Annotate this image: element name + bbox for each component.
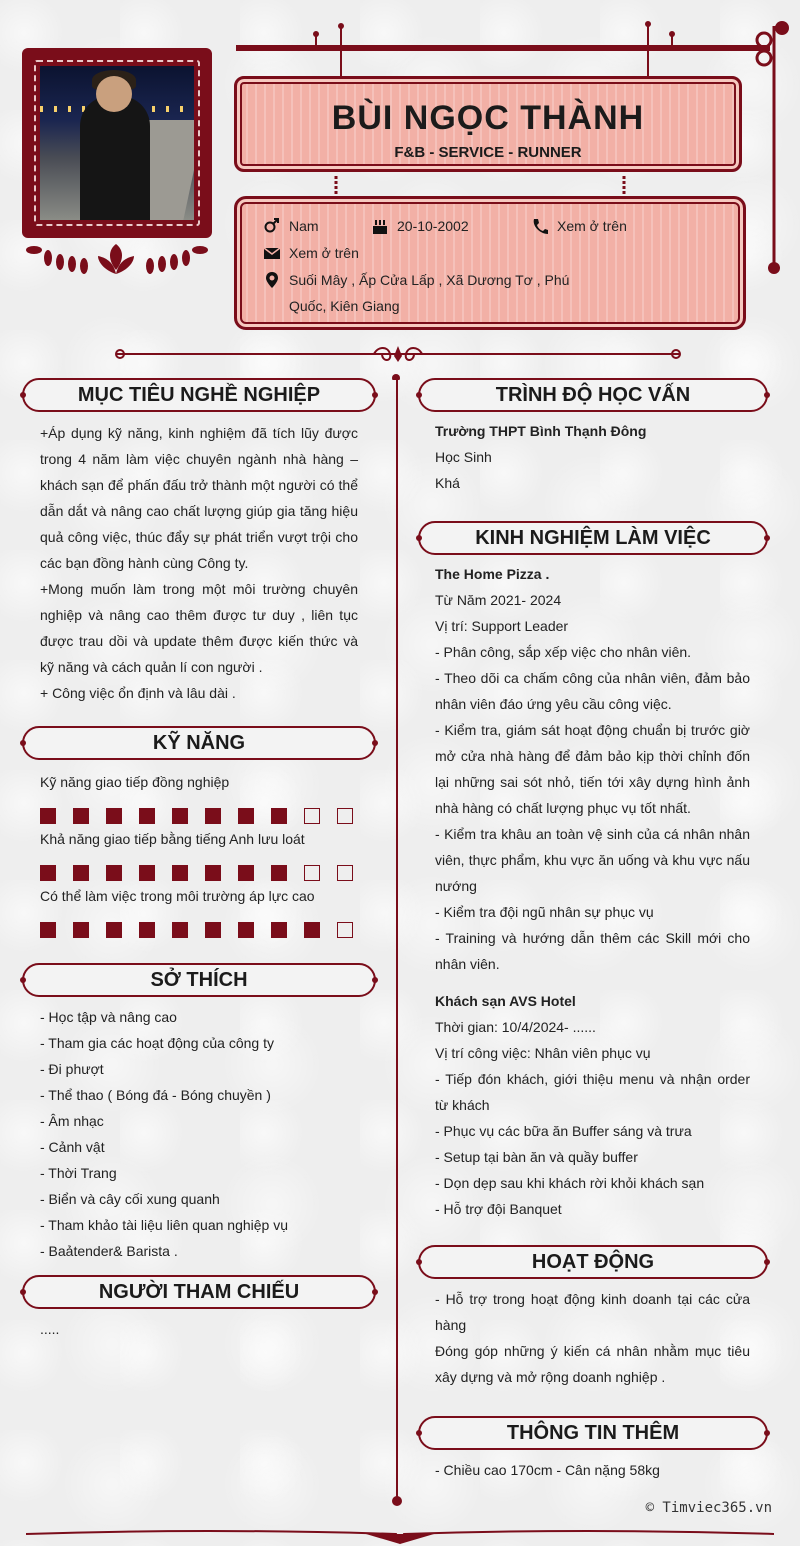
skill-rating [40, 922, 370, 938]
skill-dot-empty [304, 865, 320, 881]
job-detail: - Tiếp đón khách, giới thiệu menu và nhận order từ khách [435, 1071, 750, 1113]
job-detail: - Setup tại bàn ăn và quầy buffer [435, 1149, 638, 1165]
job-position: Vị trí: Support Leader [435, 618, 569, 634]
hobby-item: - Thể thao ( Bóng đá - Bóng chuyền ) [40, 1087, 271, 1103]
activities-section [435, 1286, 750, 1390]
hobby-item: - Học tập và nâng cao [40, 1009, 177, 1025]
job-company: Khách sạn AVS Hotel [435, 993, 576, 1009]
job-detail: - Hỗ trợ đội Banquet [435, 1201, 562, 1217]
phone-icon [531, 217, 549, 235]
section-skills-heading: KỸ NĂNG [22, 726, 376, 760]
laurel-ornament-icon [24, 240, 210, 284]
hobby-item: - Cảnh vật [40, 1139, 105, 1155]
skill-name: Khả năng giao tiếp bằng tiếng Anh lưu loát [40, 831, 305, 847]
activity-item: - Hỗ trợ trong hoạt động kinh doanh tại các cửa hàng [435, 1291, 750, 1333]
section-activities-heading: HOẠT ĐỘNG [418, 1245, 768, 1279]
skill-dot-filled [271, 865, 287, 881]
skill-dot-filled [73, 922, 89, 938]
birthday-row [371, 213, 469, 239]
section-experience-heading: KINH NGHIỆM LÀM VIỆC [418, 521, 768, 555]
job-detail: - Training và hướng dẫn thêm các Skill mới cho nhân viên. [435, 930, 750, 972]
gender-row [263, 213, 319, 239]
section-hobbies-heading: SỞ THÍCH [22, 963, 376, 997]
hobbies-list [40, 1004, 370, 1264]
job-time: Thời gian: 10/4/2024- ...... [435, 1019, 596, 1035]
skill-dot-filled [106, 808, 122, 824]
section-references-heading: NGƯỜI THAM CHIẾU [22, 1275, 376, 1309]
avatar-frame [22, 48, 212, 238]
skill-dot-filled [40, 865, 56, 881]
skill-dot-filled [271, 922, 287, 938]
skill-dot-filled [139, 808, 155, 824]
skill-dot-filled [238, 922, 254, 938]
skill-dot-filled [172, 865, 188, 881]
hobby-item: - Baảtender& Barista . [40, 1243, 178, 1259]
objective-paragraph: +Mong muốn làm trong một môi trường chuyên nghiệp và nâng cao thêm được tư duy , liên tục được trau dồi và update thêm được kiến thức và kỹ năng và cách quản lí con người . [40, 581, 358, 675]
full-name: BÙI NGỌC THÀNH [331, 99, 645, 137]
skill-dot-filled [73, 865, 89, 881]
section-extra-info-heading: THÔNG TIN THÊM [418, 1416, 768, 1450]
gender-icon [263, 217, 281, 235]
skill-rating [40, 865, 370, 881]
skill-rating [40, 808, 370, 824]
job-detail: - Theo dõi ca chấm công của nhân viên, đảm bảo nhân viên đáo ứng yêu cầu công việc. [435, 670, 750, 712]
hobby-item: - Tham gia các hoạt động của công ty [40, 1035, 274, 1051]
job-detail: - Dọn dẹp sau khi khách rời khỏi khách sạn [435, 1175, 705, 1191]
skill-dot-filled [205, 808, 221, 824]
education-section [435, 418, 750, 496]
experience-job-1 [435, 561, 750, 977]
footer-ornament [26, 1528, 774, 1546]
education-degree: Học Sinh [435, 449, 492, 465]
address-value: Suối Mây , Ấp Cửa Lấp , Xã Dương Tơ , Phú Quốc, Kiên Giang [289, 272, 570, 314]
skill-dot-filled [40, 808, 56, 824]
objective-section [40, 420, 358, 706]
skill-dot-filled [238, 808, 254, 824]
skill-name: Có thể làm việc trong môi trường áp lực cao [40, 888, 315, 904]
skill-dot-filled [205, 922, 221, 938]
email-value: Xem ở trên [289, 245, 359, 261]
section-objective-heading: MỤC TIÊU NGHỀ NGHIỆP [22, 378, 376, 412]
skill-dot-empty [337, 865, 353, 881]
watermark: © Timviec365.vn [645, 1500, 772, 1516]
references-text: ..... [40, 1321, 60, 1337]
skill-dot-filled [172, 922, 188, 938]
skill-dot-filled [106, 865, 122, 881]
phone-value: Xem ở trên [557, 218, 627, 234]
skill-dot-filled [73, 808, 89, 824]
cake-icon [371, 217, 389, 235]
job-detail: - Phục vụ các bữa ăn Buffer sáng và trưa [435, 1123, 692, 1139]
school-name: Trường THPT Bình Thạnh Đông [435, 423, 647, 439]
contact-info-board [234, 196, 746, 330]
skill-item [40, 888, 370, 945]
envelope-icon [263, 244, 281, 262]
skill-dot-empty [304, 808, 320, 824]
hobby-item: - Đi phượt [40, 1061, 104, 1077]
job-title: F&B - SERVICE - RUNNER [394, 144, 582, 161]
skill-dot-filled [304, 922, 320, 938]
skill-item [40, 831, 370, 888]
objective-paragraph: + Công việc ổn định và lâu dài . [40, 685, 236, 701]
hobby-item: - Âm nhạc [40, 1113, 104, 1129]
activity-item: Đóng góp những ý kiến cá nhân nhằm mục tiêu xây dựng và mở rộng doanh nghiệp . [435, 1343, 750, 1385]
skill-dot-filled [106, 922, 122, 938]
divider-end-dot [391, 1495, 403, 1507]
location-pin-icon [263, 271, 281, 289]
job-detail: - Phân công, sắp xếp việc cho nhân viên. [435, 644, 692, 660]
job-position: Vị trí công việc: Nhân viên phục vụ [435, 1045, 651, 1061]
extra-info-text: - Chiều cao 170cm - Cân nặng 58kg [435, 1462, 660, 1478]
skill-dot-filled [139, 922, 155, 938]
experience-job-2 [435, 988, 750, 1222]
email-row[interactable] [263, 240, 359, 266]
column-divider [396, 376, 398, 1502]
skill-dot-filled [271, 808, 287, 824]
hobby-item: - Biển và cây cối xung quanh [40, 1191, 220, 1207]
avatar [40, 66, 194, 220]
education-grade: Khá [435, 475, 460, 491]
section-education-heading: TRÌNH ĐỘ HỌC VẤN [418, 378, 768, 412]
name-board [234, 76, 742, 172]
hobby-item: - Tham khảo tài liệu liên quan nghiệp vụ [40, 1217, 289, 1233]
ornament-divider [106, 344, 690, 380]
skill-dot-filled [238, 865, 254, 881]
job-time: Từ Năm 2021- 2024 [435, 592, 562, 608]
skills-section [40, 774, 370, 945]
skill-dot-filled [172, 808, 188, 824]
hobby-item: - Thời Trang [40, 1165, 117, 1181]
birthday-value: 20-10-2002 [397, 218, 469, 234]
job-detail: - Kiểm tra đội ngũ nhân sự phục vụ [435, 904, 654, 920]
job-company: The Home Pizza . [435, 566, 550, 582]
skill-dot-filled [205, 865, 221, 881]
skill-dot-empty [337, 808, 353, 824]
address-row [263, 267, 603, 319]
skill-item [40, 774, 370, 831]
skill-dot-filled [139, 865, 155, 881]
skill-dot-empty [337, 922, 353, 938]
skill-dot-filled [40, 922, 56, 938]
job-detail: - Kiểm tra, giám sát hoạt động chuẩn bị trước giờ mở cửa nhà hàng để đảm bảo kịp thời chỉnh đốn lại những sai sót nhỏ, tiến tới xây dựng hình ảnh nhà hàng có chất lượng phục vụ tốt nhất. [435, 722, 750, 816]
gender-value: Nam [289, 218, 319, 234]
job-detail: - Kiểm tra khâu an toàn vệ sinh của cá nhân nhân viên, thực phẩm, khu vực ăn uống và khu vực nấu nướng [435, 826, 750, 894]
objective-paragraph: +Áp dụng kỹ năng, kinh nghiệm đã tích lũy được trong 4 năm làm việc chuyên ngành nhà hàng – khách sạn để phấn đấu trở thành một người có thể dẫn dắt và nâng cao chất lượng giúp gia tăng hiệu quả công việc, thúc đẩy sự phát triển vượt trội cho các bạn đồng hành cùng Công ty. [40, 425, 358, 571]
phone-row[interactable] [531, 213, 627, 239]
skill-name: Kỹ năng giao tiếp đồng nghiệp [40, 774, 230, 790]
